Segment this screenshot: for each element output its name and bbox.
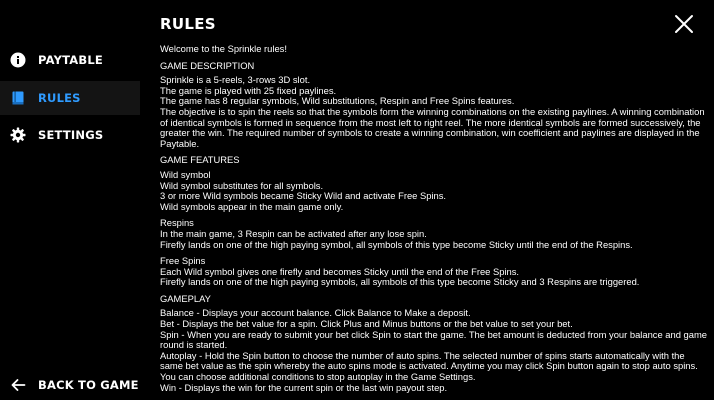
paragraph: Win - Displays the win for the current spin or the last win payout step. [160,381,448,393]
gameplay-text [160,308,708,393]
rules-content[interactable] [160,44,708,400]
sidebar-item-label: RULES [38,91,81,105]
paragraph: In the main game, 3 Respin can be activated after any lose spin. [160,227,427,239]
section-heading-game-features: GAME FEATURES [160,154,240,166]
paragraph: Wild symbols appear in the main game only. [160,200,344,212]
section-heading-gameplay: GAMEPLAY [160,292,211,304]
paragraph: The objective is to spin the reels so that the symbols form the winning combinations on the existing paylines. A winning combination of identical symbols is formed in sequence from the most left to right reel. The more identical symbols are formed successively, the greater the win. The required number of symbols to create a winning combination, win coefficient and paylines are displayed in the Paytable. [160,105,705,149]
sidebar-item-paytable[interactable] [0,43,140,77]
free-spins-section [160,256,708,288]
sidebar-item-label: PAYTABLE [38,53,103,67]
close-icon[interactable] [672,12,696,36]
back-to-game-label: BACK TO GAME [38,378,139,392]
paragraph: Firefly lands on one of the high paying symbols, all symbols of this type become Sticky and 3 Respins are triggered. [160,276,640,288]
wild-symbol-section [160,170,708,212]
back-to-game-button[interactable] [0,368,140,400]
sidebar [0,0,140,400]
paragraph: Bet - Displays the bet value for a spin. Click Plus and Minus buttons or the bet value to set your bet. [160,318,573,330]
paragraph: Wild symbol substitutes for all symbols. [160,179,324,191]
paragraph: The game is played with 25 fixed paylines. [160,84,337,96]
paragraph: Sprinkle is a 5-reels, 3-rows 3D slot. [160,74,311,86]
sidebar-item-label: SETTINGS [38,128,104,142]
subsection-title: Free Spins [160,255,206,267]
subsection-title: Respins [160,217,194,229]
welcome-text: Welcome to the Sprinkle rules! [160,44,287,54]
paragraph: Balance - Displays your account balance. Click Balance to Make a deposit. [160,307,471,319]
section-heading-game-description: GAME DESCRIPTION [160,59,255,71]
game-description-text [160,75,708,149]
paragraph: Spin - When you are ready to submit your bet click Spin to start the game. The bet amount is deducted from your balance and game round is started. [160,328,707,351]
arrow-left-icon [10,377,26,393]
page-title: RULES [160,15,216,33]
respins-section [160,218,708,250]
gear-icon [10,127,26,143]
paragraph: 3 or more Wild symbols became Sticky Wild and activate Free Spins. [160,190,447,202]
paragraph: The game has 8 regular symbols, Wild substitutions, Respin and Free Spins features. [160,95,515,107]
subsection-title: Wild symbol [160,168,211,180]
sidebar-item-settings[interactable] [0,118,140,152]
book-icon [10,90,26,106]
paragraph: Each Wild symbol gives one firefly and becomes Sticky until the end of the Free Spins. [160,265,520,277]
paragraph: Autoplay - Hold the Spin button to choose the number of auto spins. The selected number of spins starts automatically with the same bet value as the spin whereby the auto spins mode is activated. Anytime you may click Spin button again to stop auto spins. You can choose additional conditions to stop autoplay in the Game Settings. [160,349,698,383]
sidebar-item-rules[interactable] [0,81,140,115]
info-icon [10,52,26,68]
paragraph: Firefly lands on one of the high paying symbol, all symbols of this type become Sticky until the end of the Respins. [160,238,633,250]
